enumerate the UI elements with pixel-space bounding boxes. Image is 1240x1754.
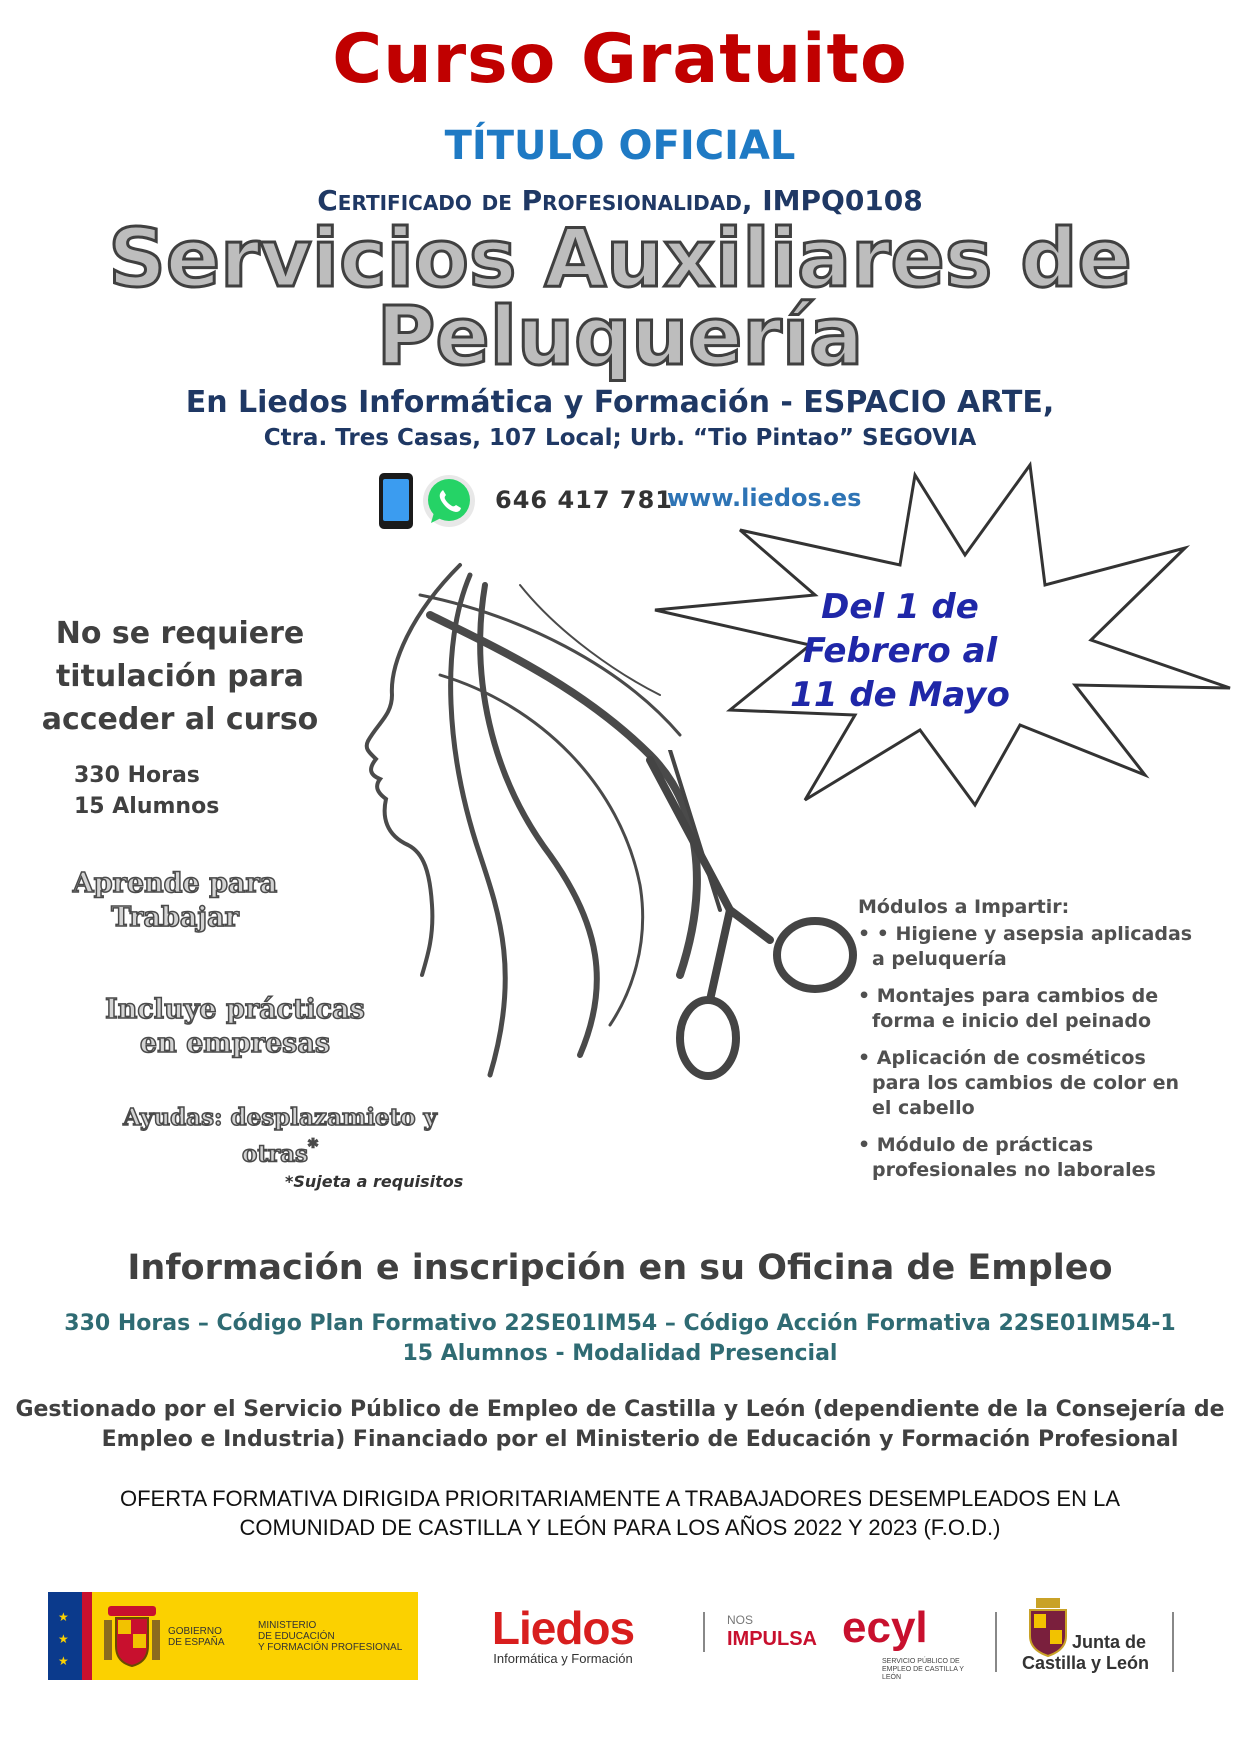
- course-stats: [74, 760, 219, 822]
- course-dates: [770, 585, 1030, 717]
- requirement-line2: titulación para: [55, 659, 305, 694]
- module-item: • Aplicación de cosméticos para los cambios de color en el cabello: [858, 1047, 1180, 1119]
- website-link[interactable]: www.liedos.es: [667, 484, 862, 512]
- phone-number: 646 417 781: [495, 486, 674, 514]
- dates-line1: Del 1 de: [821, 587, 979, 627]
- gobierno-text-1: GOBIERNO: [168, 1626, 222, 1637]
- learn-line1: Aprende para: [72, 868, 278, 899]
- aids-note: [110, 1103, 450, 1169]
- impulsa-text: IMPULSA: [727, 1628, 817, 1650]
- logo-divider: [995, 1612, 997, 1672]
- coat-of-arms-icon: [100, 1602, 164, 1670]
- module-item: • • Higiene y asepsia aplicadas a peluquería: [858, 923, 1193, 970]
- dates-line2: Febrero al: [802, 631, 998, 671]
- modules-list: [858, 896, 1198, 1195]
- logo-divider: [1172, 1612, 1174, 1672]
- whatsapp-icon: [421, 473, 477, 529]
- requirement-line1: No se requiere: [55, 616, 305, 651]
- gobierno-ministerio-logo: [48, 1592, 418, 1680]
- aids-line2: otras: [242, 1140, 308, 1168]
- location-line1: En Liedos Informática y Formación - ESPACIO ARTE,: [185, 385, 1055, 420]
- ministerio-text-3: Y FORMACIÓN PROFESIONAL: [258, 1642, 403, 1653]
- aids-footnote-mark: *: [307, 1135, 318, 1158]
- learn-to-work: [40, 867, 310, 935]
- course-name-line1: Servicios Auxiliares de: [108, 212, 1132, 305]
- learn-line2: Trabajar: [111, 902, 239, 933]
- module-item: • Montajes para cambios de forma e inicio del peinado: [858, 985, 1159, 1032]
- aids-line1: Ayudas: desplazamieto y: [123, 1104, 437, 1131]
- junta-text-2: Castilla y León: [1022, 1653, 1150, 1673]
- certificate-code: Certificado de Profesionalidad, IMPQ0108: [317, 184, 923, 217]
- students-count: 15 Alumnos: [74, 794, 220, 819]
- junta-logo: [1022, 1632, 1149, 1674]
- nos-text: NOS: [727, 1613, 754, 1627]
- requirement-note: [30, 612, 330, 741]
- ministerio-text-2: DE EDUCACIÓN: [258, 1631, 335, 1642]
- dates-line3: 11 de Mayo: [790, 675, 1010, 715]
- ecyl-subtitle: SERVICIO PÚBLICO DE EMPLEO DE CASTILLA Y LEÓN: [882, 1658, 964, 1681]
- offer-line2: COMUNIDAD DE CASTILLA Y LEÓN PARA LOS AÑOS 2022 Y 2023 (F.O.D.): [239, 1515, 1001, 1540]
- ministerio-text-1: MINISTERIO: [258, 1620, 317, 1631]
- liedos-logo-subtitle: Informática y Formación: [493, 1651, 633, 1666]
- subject-to-requirements: *Sujeta a requisitos: [285, 1172, 464, 1191]
- hours-count: 330 Horas: [74, 763, 200, 788]
- mobile-phone-icon: [377, 471, 415, 531]
- internship-line1: Incluye prácticas: [105, 994, 365, 1025]
- liedos-logo: [488, 1602, 638, 1666]
- managed-by-line1: Gestionado por el Servicio Público de Empleo de Castilla y León (dependiente de la Consejería de: [15, 1397, 1225, 1422]
- info-heading: Información e inscripción en su Oficina de Empleo: [127, 1248, 1113, 1288]
- gobierno-text-2: DE ESPAÑA: [168, 1637, 225, 1648]
- requirement-line3: acceder al curso: [41, 702, 319, 737]
- plan-code-line: 330 Horas – Código Plan Formativo 22SE01IM54 – Código Acción Formativa 22SE01IM54-1: [64, 1311, 1176, 1336]
- modules-heading: Módulos a Impartir:: [858, 896, 1070, 918]
- internship-line2: en empresas: [139, 1028, 331, 1059]
- official-title: TÍTULO OFICIAL: [444, 123, 796, 169]
- modality-line: 15 Alumnos - Modalidad Presencial: [402, 1341, 838, 1366]
- ecyl-logo: ecyl: [842, 1603, 928, 1652]
- junta-text-1: Junta de: [1072, 1632, 1147, 1652]
- location-line2: Ctra. Tres Casas, 107 Local; Urb. “Tio Pintao” SEGOVIA: [263, 425, 977, 451]
- logo-divider: [703, 1612, 705, 1652]
- eu-flag: ★ ★ ★: [48, 1592, 82, 1680]
- course-name-line2: Peluquería: [376, 290, 864, 383]
- liedos-logo-text: Liedos: [491, 1602, 635, 1654]
- managed-by-line2: Empleo e Industria) Financiado por el Ministerio de Educación y Formación Profesional: [101, 1427, 1179, 1452]
- internship-note: [90, 993, 380, 1061]
- page-title: Curso Gratuito: [332, 20, 908, 99]
- offer-line1: OFERTA FORMATIVA DIRIGIDA PRIORITARIAMENTE A TRABAJADORES DESEMPLEADOS EN LA: [120, 1486, 1120, 1511]
- module-item: • Módulo de prácticas profesionales no laborales: [858, 1134, 1156, 1181]
